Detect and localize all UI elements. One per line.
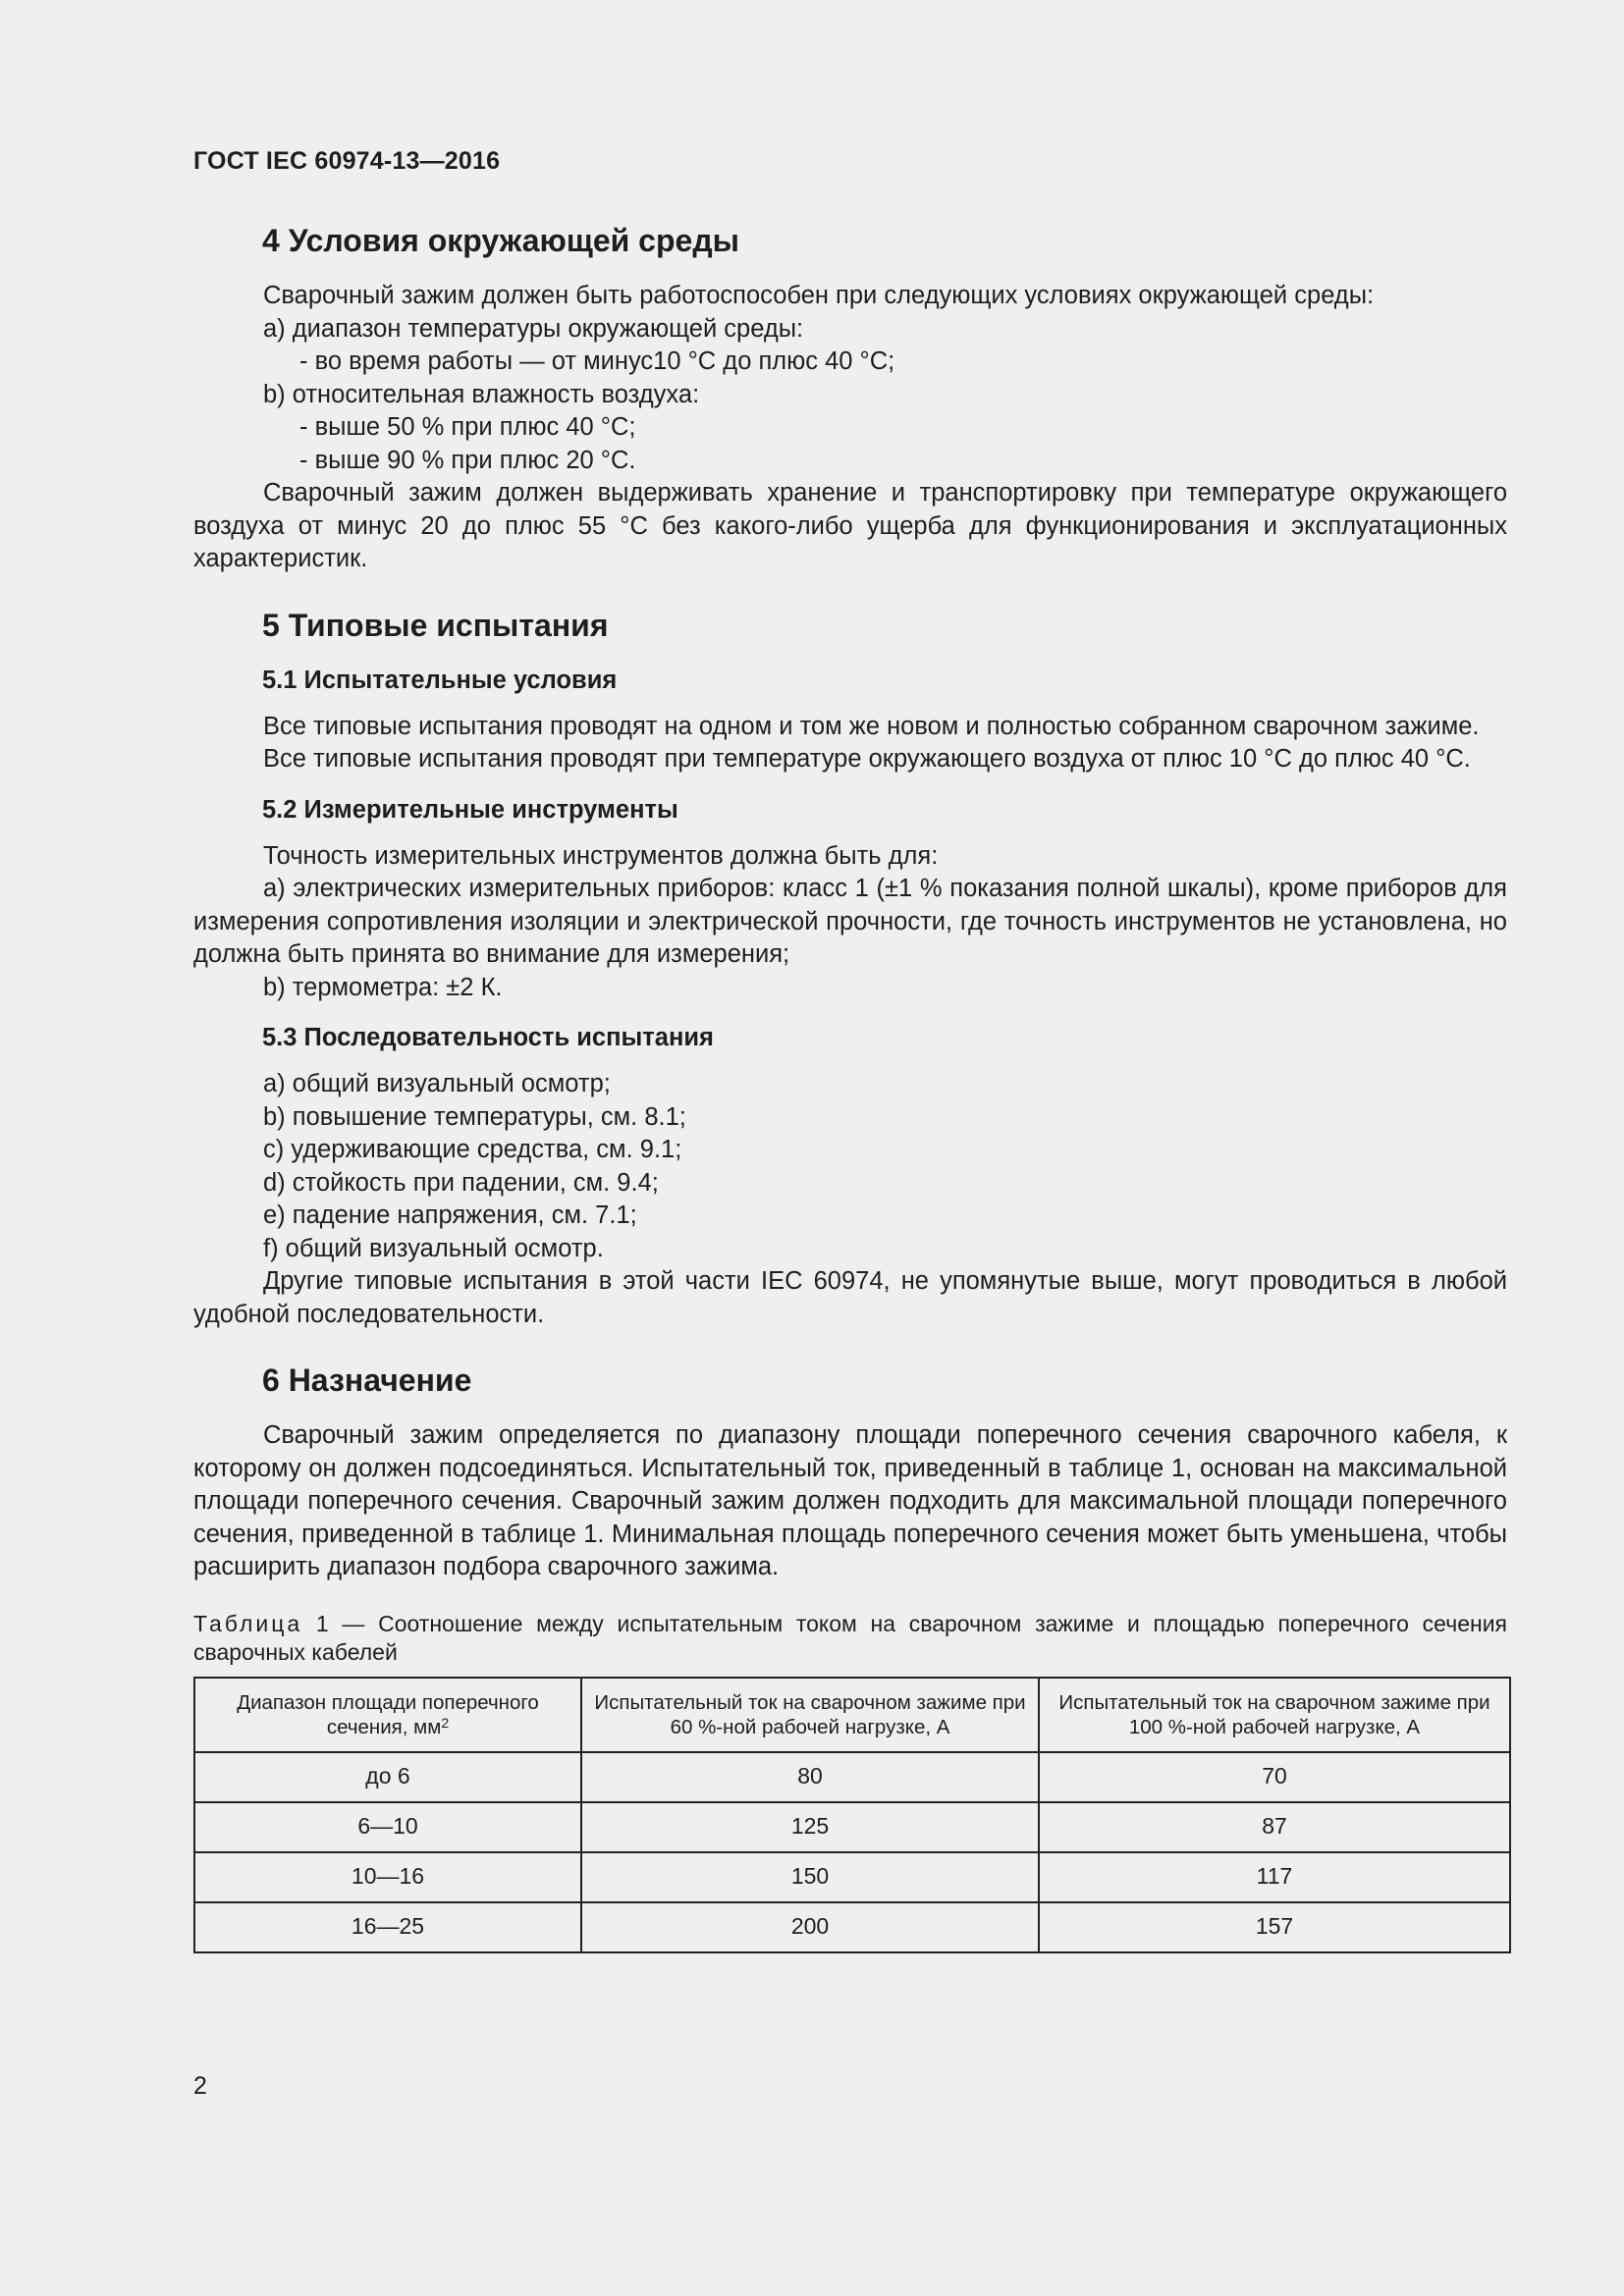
section-5-title: 5 Типовые испытания [262, 607, 609, 643]
document-header: ГОСТ IEC 60974-13—2016 [193, 147, 501, 175]
table-cell: 200 [581, 1902, 1039, 1952]
table-cell: 157 [1039, 1902, 1510, 1952]
table-cell: 70 [1039, 1752, 1510, 1802]
table-header-cell: Испытательный ток на сварочном зажиме при 60 %-ной рабочей нагрузке, А [581, 1678, 1039, 1752]
table-cell: до 6 [194, 1752, 581, 1802]
s4-item-b1: - выше 50 % при плюс 40 °С; [299, 413, 636, 441]
s51-p2: Все типовые испытания проводят при температуре окружающего воздуха от плюс 10 °С до плюс 40 °С. [263, 745, 1471, 773]
table-cell: 125 [581, 1802, 1039, 1852]
table-caption-label: Таблица [193, 1610, 303, 1636]
section-6-title: 6 Назначение [262, 1362, 472, 1398]
s4-intro: Сварочный зажим должен быть работоспособен при следующих условиях окружающей среды: [263, 282, 1375, 309]
s53-item: e) падение напряжения, см. 7.1; [263, 1201, 637, 1229]
table-row [194, 1902, 1510, 1952]
table-cell: 117 [1039, 1852, 1510, 1902]
table-1-caption [193, 1610, 1507, 1667]
s53-item: f) общий визуальный осмотр. [263, 1234, 604, 1262]
s53-item: d) стойкость при падении, см. 9.4; [263, 1168, 659, 1197]
table-row [194, 1752, 1510, 1802]
section-4-title: 4 Условия окружающей среды [262, 223, 739, 258]
s6-paragraph: Сварочный зажим определяется по диапазону площади поперечного сечения сварочного кабеля, к которому он должен подсоединяться. Испытательный ток, приведенный в таблице 1, основан на максимальной площади поперечного сечения. Сварочный зажим должен подходить для максимальной площади поперечного сечения, приведенной в таблице 1. Минимальная площадь поперечного сечения может быть уменьшена, чтобы расширить диапазон подбора сварочного зажима. [193, 1421, 1507, 1580]
table-1 [193, 1677, 1511, 1953]
table-cell: 6—10 [194, 1802, 581, 1852]
table-cell: 10—16 [194, 1852, 581, 1902]
s51-p1: Все типовые испытания проводят на одном и том же новом и полностью собранном сварочном зажиме. [263, 712, 1480, 740]
section-5-2-title: 5.2 Измерительные инструменты [262, 795, 678, 824]
s4-item-a1: - во время работы — от минус10 °С до плюс 40 °С; [299, 347, 895, 375]
s4-item-b2: - выше 90 % при плюс 20 °С. [299, 446, 636, 474]
table-cell: 80 [581, 1752, 1039, 1802]
s52-item-b: b) термометра: ±2 К. [263, 973, 503, 1001]
table-cell: 150 [581, 1852, 1039, 1902]
table-header-row [194, 1678, 1510, 1752]
s53-item: b) повышение температуры, см. 8.1; [263, 1102, 686, 1131]
s4-item-a: a) диапазон температуры окружающей среды: [263, 314, 804, 343]
section-5-3-title: 5.3 Последовательность испытания [262, 1024, 714, 1051]
s53-other: Другие типовые испытания в этой части IEC 60974, не упомянутые выше, могут проводиться в любой удобной последовательности. [193, 1267, 1507, 1328]
s4-storage: Сварочный зажим должен выдерживать хранение и транспортировку при температуре окружающего воздуха от минус 20 до плюс 55 °С без какого-либо ущерба для функционирования и эксплуатационных характеристик. [193, 479, 1507, 572]
s53-item: c) удерживающие средства, см. 9.1; [263, 1136, 682, 1163]
table-cell: 16—25 [194, 1902, 581, 1952]
page-content [193, 221, 1507, 1953]
s52-intro: Точность измерительных инструментов должна быть для: [263, 841, 939, 870]
table-caption-text: 1 — Соотношение между испытательным током на сварочном зажиме и площадью поперечного сечения сварочных кабелей [193, 1610, 1507, 1665]
s4-item-b: b) относительная влажность воздуха: [263, 380, 700, 408]
section-5-1-title: 5.1 Испытательные условия [262, 666, 618, 694]
s52-item-a: a) электрических измерительных приборов: класс 1 (±1 % показания полной шкалы), кроме приборов для измерения сопротивления изоляции и электрической прочности, где точность инструментов не установлена, но должна быть принята во внимание для измерения; [193, 875, 1507, 968]
s53-item: a) общий визуальный осмотр; [263, 1070, 611, 1097]
table-row [194, 1802, 1510, 1852]
table-row [194, 1852, 1510, 1902]
page-number: 2 [193, 2072, 207, 2100]
table-header-cell: Диапазон площади поперечного сечения, $мм^2$ [194, 1678, 581, 1752]
table-cell: 87 [1039, 1802, 1510, 1852]
table-header-cell: Испытательный ток на сварочном зажиме при 100 %-ной рабочей нагрузке, А [1039, 1678, 1510, 1752]
